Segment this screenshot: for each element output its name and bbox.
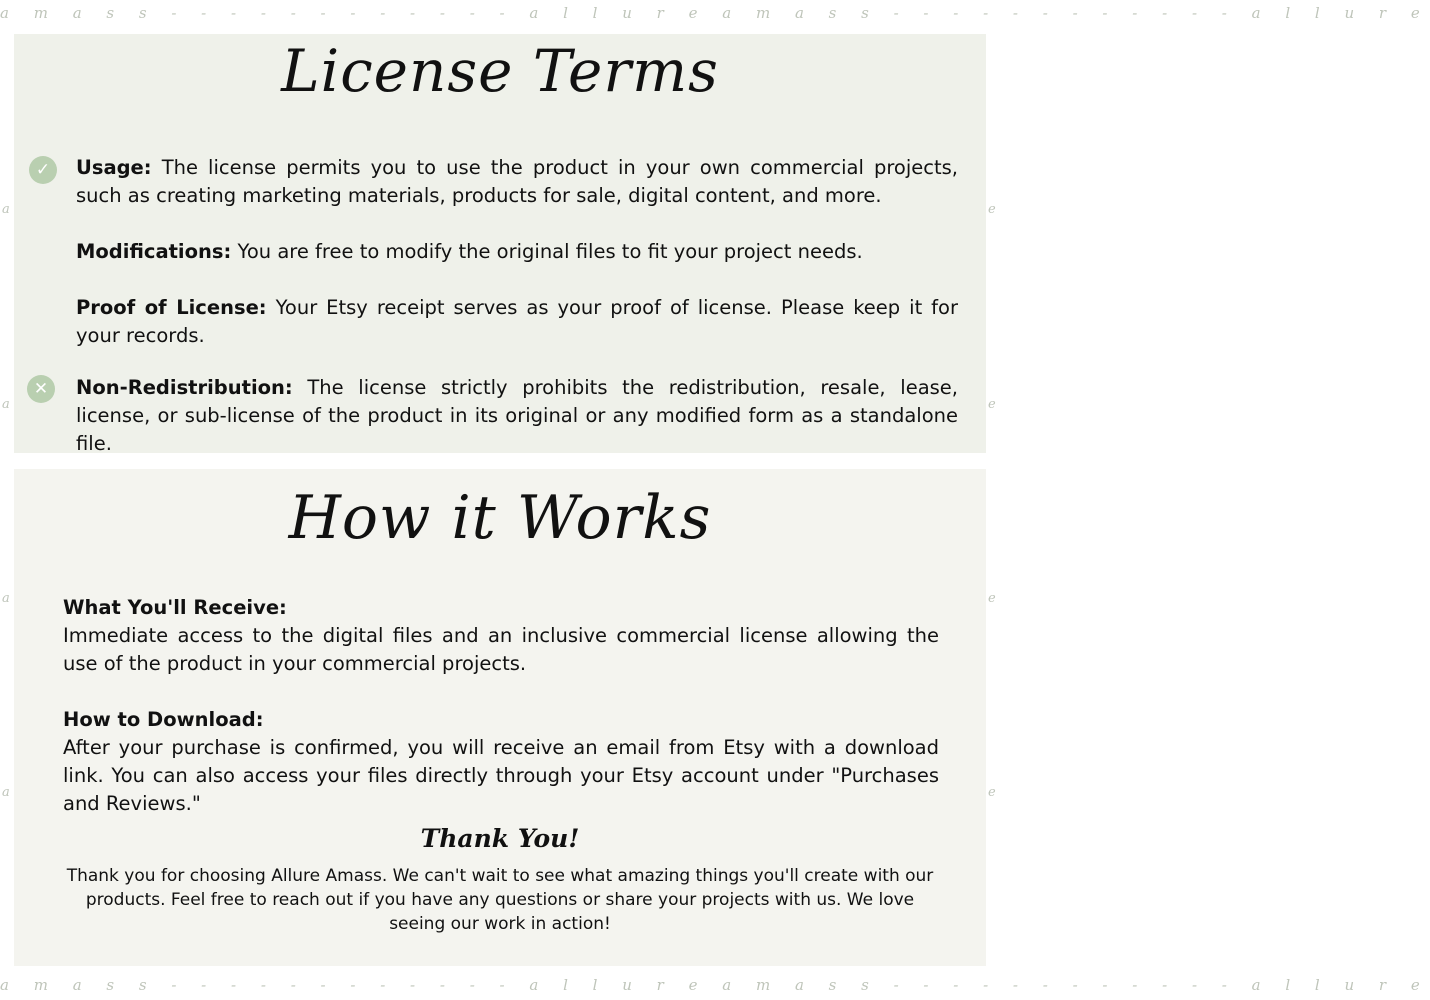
proof-label: Proof of License:	[76, 296, 267, 319]
watermark-top: a m a s s - - - - - - - - - - - - a l l u r e a m a s s - - - - - - - - - - - - a l l u r e	[0, 4, 1430, 22]
download-text: After your purchase is confirmed, you will receive an email from Etsy with a download link. You can also access your files directly through your Etsy account under "Purchases and Reviews."	[63, 736, 939, 815]
thank-you-body: Thank you for choosing Allure Amass. We can't wait to see what amazing things you'll create with our products. Feel free to reach out if you have any questions or share your projects with us. We love seeing our work in action!	[66, 866, 934, 934]
thank-you-title: Thank You!	[420, 824, 580, 853]
download-section	[63, 706, 939, 818]
cross-icon: ✕	[27, 375, 55, 403]
check-icon: ✓	[29, 156, 57, 184]
nonredist-label: Non-Redistribution:	[76, 376, 293, 399]
license-terms-title: License Terms	[281, 37, 719, 105]
receive-text: Immediate access to the digital files and an inclusive commercial license allowing the use of the product in your commercial projects.	[63, 624, 939, 675]
watermark-side-left: a	[2, 591, 10, 606]
watermark-bottom: a m a s s - - - - - - - - - - - - a l l u r e a m a s s - - - - - - - - - - - - a l l u r e	[0, 976, 1430, 994]
watermark-side-left: a	[2, 785, 10, 800]
watermark-side-right: e	[988, 202, 996, 217]
modifications-label: Modifications:	[76, 240, 232, 263]
receive-section	[63, 594, 939, 678]
proof-text: Your Etsy receipt serves as your proof of license. Please keep it for your records.	[76, 296, 958, 347]
proof-of-license-term	[76, 294, 958, 350]
modifications-text: You are free to modify the original files to fit your project needs.	[231, 240, 863, 263]
watermark-side-left: a	[2, 202, 10, 217]
download-heading: How to Download:	[63, 708, 264, 731]
usage-label: Usage:	[76, 156, 152, 179]
usage-text: The license permits you to use the product in your own commercial projects, such as creating marketing materials, products for sale, digital content, and more.	[76, 156, 958, 207]
usage-term	[76, 154, 958, 210]
watermark-side-right: e	[988, 785, 996, 800]
receive-heading: What You'll Receive:	[63, 596, 287, 619]
watermark-side-right: e	[988, 591, 996, 606]
watermark-side-left: a	[2, 397, 10, 412]
non-redistribution-term	[76, 374, 958, 458]
modifications-term	[76, 238, 958, 266]
how-it-works-title: How it Works	[288, 483, 712, 553]
watermark-side-right: e	[988, 397, 996, 412]
nonredist-text: The license strictly prohibits the redistribution, resale, lease, license, or sub-license of the product in its original or any modified form as a standalone file.	[76, 376, 958, 455]
